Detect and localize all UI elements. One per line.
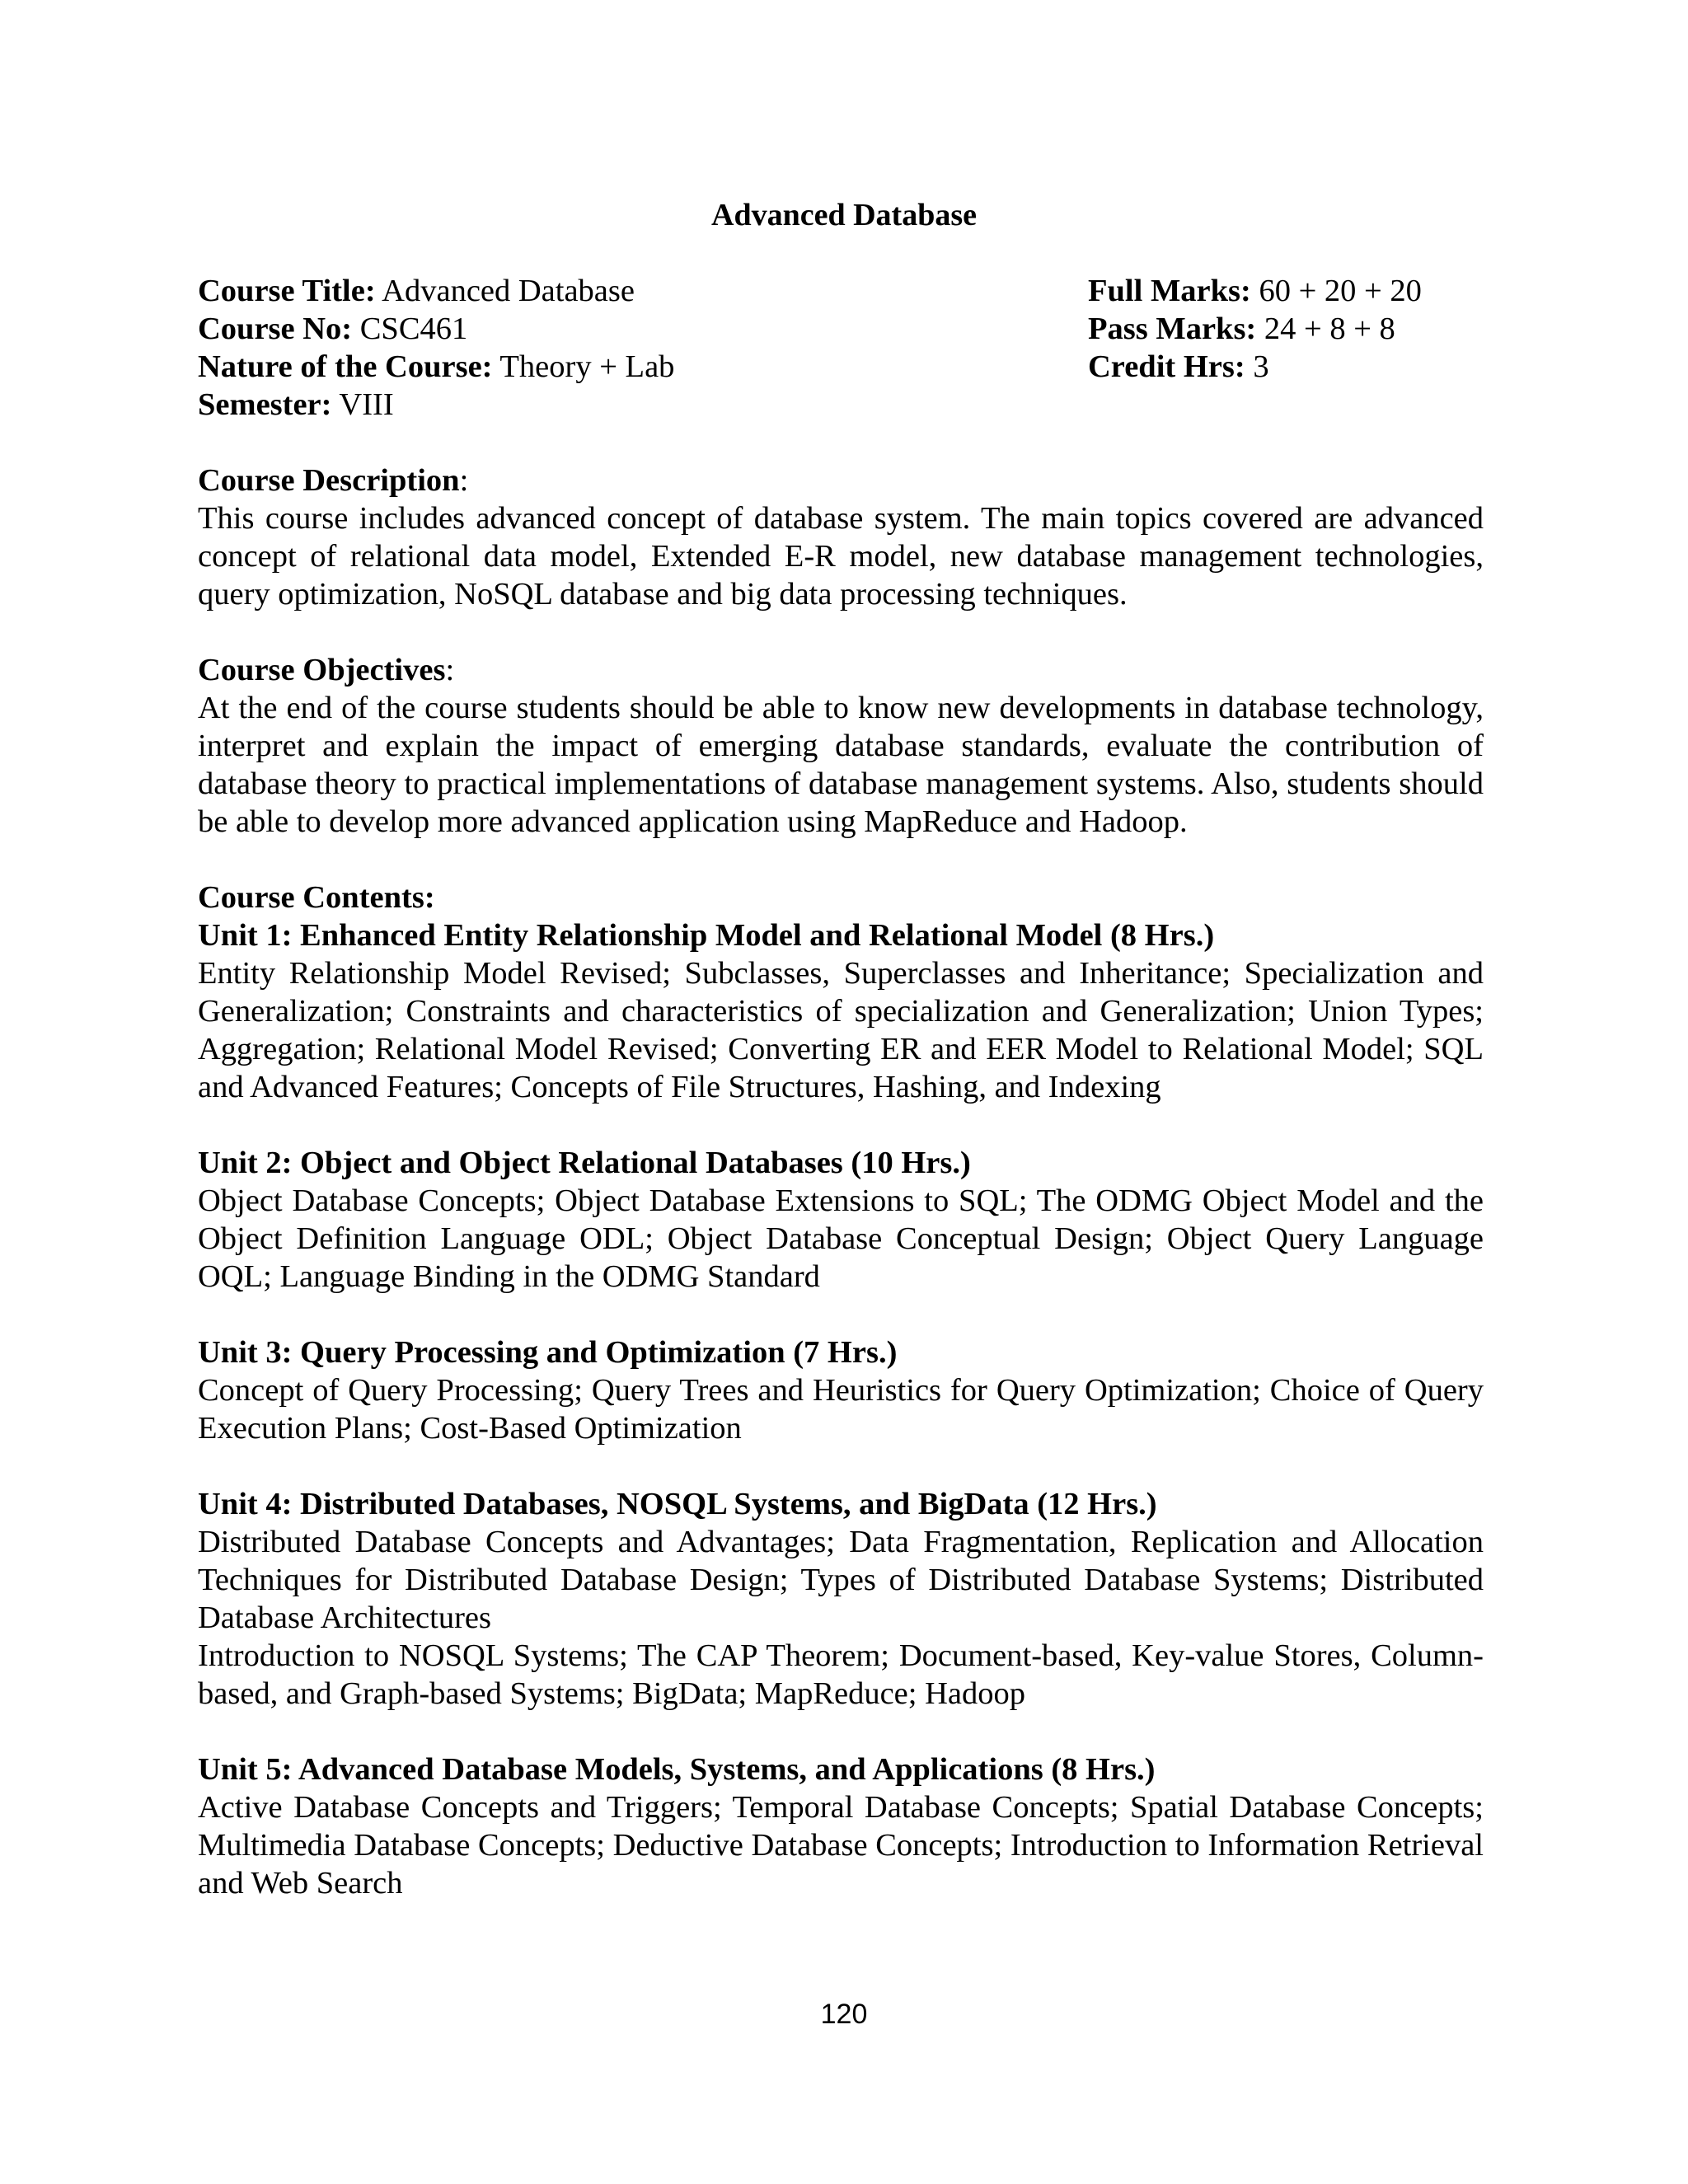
unit-4-text-distributed: Distributed Database Concepts and Advantages; Data Fragmentation, Replication and Allocation Techniques for Distributed Database Design; Types of Distributed Database Systems; Distributed Database Architectures	[198, 1525, 1484, 1635]
course-meta-left	[198, 272, 1088, 424]
unit-2	[198, 1144, 1484, 1296]
full-marks-row	[1088, 272, 1484, 310]
nature-row	[198, 348, 1088, 386]
full-marks-value: 60 + 20 + 20	[1250, 274, 1422, 308]
course-meta	[198, 272, 1484, 424]
unit-4	[198, 1485, 1484, 1713]
unit-3-title: Unit 3: Query Processing and Optimization (7 Hrs.)	[198, 1335, 898, 1370]
credit-hrs-row	[1088, 348, 1484, 386]
course-title-row	[198, 272, 1088, 310]
credit-hrs-value: 3	[1245, 349, 1269, 384]
pass-marks-row	[1088, 310, 1484, 348]
course-objectives-section	[198, 651, 1484, 841]
unit-1-title: Unit 1: Enhanced Entity Relationship Model and Relational Model (8 Hrs.)	[198, 918, 1215, 953]
course-contents-heading: Course Contents:	[198, 880, 435, 915]
course-objectives-heading	[198, 651, 1484, 689]
unit-4-title: Unit 4: Distributed Databases, NOSQL Systems, and BigData (12 Hrs.)	[198, 1487, 1157, 1521]
course-title-value: Advanced Database	[375, 274, 635, 308]
unit-2-text: Object Database Concepts; Object Database Extensions to SQL; The ODMG Object Model and the Object Definition Language ODL; Object Database Conceptual Design; Object Query Language OQL; Language Binding in the ODMG Standard	[198, 1183, 1484, 1294]
document-body	[198, 272, 1484, 1902]
unit-3-text: Concept of Query Processing; Query Trees and Heuristics for Query Optimization; Choice of Query Execution Plans; Cost-Based Optimization	[198, 1373, 1484, 1446]
semester-label: Semester:	[198, 387, 332, 422]
nature-value: Theory + Lab	[492, 349, 675, 384]
unit-1	[198, 916, 1484, 1106]
course-description-heading-text: Course Description	[198, 463, 460, 498]
semester-row	[198, 386, 1088, 424]
page-title: Advanced Database	[711, 198, 977, 232]
unit-5-title: Unit 5: Advanced Database Models, Systems, and Applications (8 Hrs.)	[198, 1752, 1156, 1787]
pass-marks-value: 24 + 8 + 8	[1256, 312, 1395, 346]
course-description-section	[198, 462, 1484, 613]
unit-1-text: Entity Relationship Model Revised; Subclasses, Superclasses and Inheritance; Specialization and Generalization; Constraints and characteristics of specialization and Generalization; Union Types; Aggregation; Relational Model Revised; Converting ER and EER Model to Relational Model; SQL and Advanced Features; Concepts of File Structures, Hashing, and Indexing	[198, 956, 1484, 1104]
unit-5	[198, 1750, 1484, 1902]
course-title-label: Course Title:	[198, 274, 376, 308]
course-description-heading	[198, 462, 1484, 499]
course-no-row	[198, 310, 1088, 348]
course-objectives-heading-colon: :	[445, 653, 455, 687]
pass-marks-label: Pass Marks:	[1088, 312, 1257, 346]
semester-value: VIII	[331, 387, 394, 422]
credit-hrs-label: Credit Hrs:	[1088, 349, 1245, 384]
course-meta-right	[1088, 272, 1484, 424]
course-contents-section	[198, 879, 1484, 1902]
page-number: 120	[820, 1999, 868, 2030]
course-no-label: Course No:	[198, 312, 353, 346]
course-no-value: CSC461	[352, 312, 468, 346]
unit-2-title: Unit 2: Object and Object Relational Databases (10 Hrs.)	[198, 1146, 971, 1180]
full-marks-label: Full Marks:	[1088, 274, 1251, 308]
unit-3	[198, 1333, 1484, 1447]
unit-5-text: Active Database Concepts and Triggers; Temporal Database Concepts; Spatial Database Concepts; Multimedia Database Concepts; Deductive Database Concepts; Introduction to Information Retrieval and Web Search	[198, 1790, 1484, 1900]
unit-4-text-nosql: Introduction to NOSQL Systems; The CAP Theorem; Document-based, Key-value Stores, Column-based, and Graph-based Systems; BigData; MapReduce; Hadoop	[198, 1638, 1484, 1711]
nature-label: Nature of the Course:	[198, 349, 493, 384]
course-description-text: This course includes advanced concept of database system. The main topics covered are advanced concept of relational data model, Extended E-R model, new database management technologies, query optimization, NoSQL database and big data processing techniques.	[198, 501, 1484, 612]
course-description-heading-colon: :	[459, 463, 469, 498]
course-objectives-heading-text: Course Objectives	[198, 653, 446, 687]
course-objectives-text: At the end of the course students should be able to know new developments in database technology, interpret and explain the impact of emerging database standards, evaluate the contribution of database theory to practical implementations of database management systems. Also, students should be able to develop more advanced application using MapReduce and Hadoop.	[198, 691, 1484, 839]
